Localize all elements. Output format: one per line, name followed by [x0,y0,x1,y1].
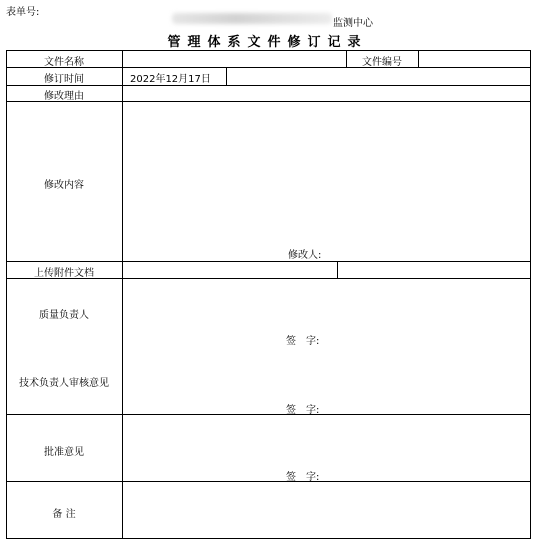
row-divider [6,101,531,102]
attachment-field[interactable] [128,264,333,276]
file-name-label: 文件名称 [44,57,84,68]
table-border-bottom [6,538,531,539]
attachment-label: 上传附件文档 [34,268,94,279]
remarks-label: 备 注 [52,509,76,520]
approval-label: 批准意见 [44,447,84,458]
table-border-top [6,50,531,51]
row-divider [6,67,531,68]
revision-content-label: 修改内容 [44,180,84,191]
file-name-field[interactable] [128,53,342,65]
revision-time-field[interactable]: 2022年12月17日 [130,74,211,85]
modifier-label: 修改人: [288,250,322,261]
row-divider [6,481,531,482]
row-divider [6,85,531,86]
column-divider [337,261,338,279]
quality-manager-sign-label: 签 字: [286,336,320,347]
form-title: 管理体系文件修订记录 [167,35,368,50]
revision-time-label: 修订时间 [44,74,84,85]
organization-suffix: 监测中心 [333,18,373,29]
column-divider [226,67,227,86]
row-divider [6,414,531,415]
column-divider [418,50,419,68]
quality-manager-label: 质量负责人 [39,310,89,321]
file-number-field[interactable] [424,53,526,65]
table-border-left [6,50,7,539]
tech-manager-review-label: 技术负责人审核意见 [19,378,109,389]
table-border-right [530,50,531,539]
column-divider [346,50,347,68]
revision-reason-label: 修改理由 [44,91,84,102]
form-number-label: 表单号: [6,7,40,18]
approval-sign-label: 签 字: [286,472,320,483]
label-column-divider [122,50,123,539]
file-number-label: 文件编号 [362,57,402,68]
tech-manager-sign-label: 签 字: [286,405,320,416]
row-divider [6,261,531,262]
